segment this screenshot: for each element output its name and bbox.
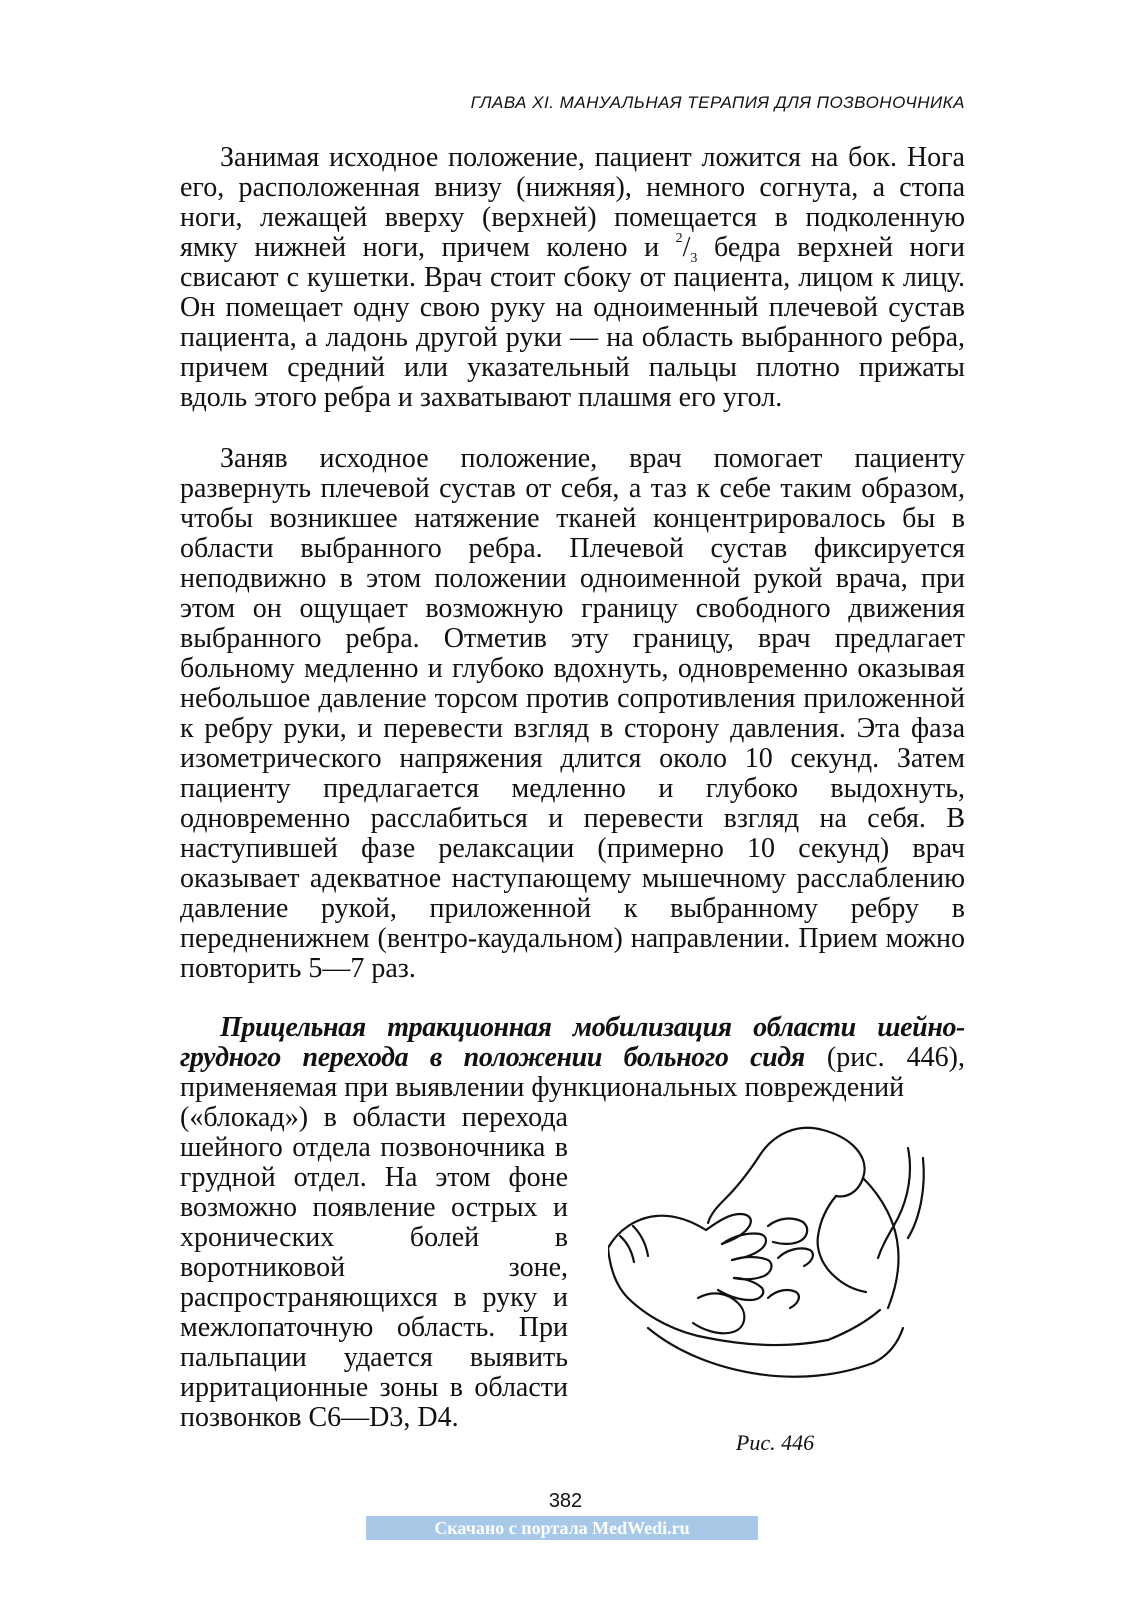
paragraph-1-text-b: бедра верхней ноги свисают с кушетки. Врач стоит сбоку от пациента, лицом к лицу. Он помещает одну свою руку на одноименный плечевой сустав пациента, а ладонь другой руки — на область выбранного ребра, причем средний или указательный пальцы плотно прижаты вдоль этого ребра и захватывают плашмя его угол. — [180, 232, 965, 413]
paragraph-3 — [180, 1013, 965, 1103]
watermark-banner: Скачано с портала MedWedi.ru — [366, 1516, 758, 1540]
paragraph-1 — [180, 143, 965, 413]
paragraph-3-text: (рис. 446), применяемая при выявлении функциональных повреждений — [180, 1042, 965, 1103]
paragraph-1-text-a: Занимая исходное положение, пациент ложится на бок. Нога его, расположенная внизу (нижняя), немного согнута, а стопа ноги, лежащей вверху (верхней) помещается в подколенную ямку нижней ноги, причем колено и — [180, 142, 965, 263]
wrap-text-column: («блокад») в области перехода шейного отдела позвоночника в грудной отдел. На этом фоне возможно появление острых и хронических болей в воротниковой зоне, распространяющихся в руку и межлопаточную область. При пальпации удается выявить ирритационные зоны в области позвонков C6—D3, D4. — [180, 1102, 568, 1433]
fraction-denominator: 3 — [690, 251, 698, 266]
running-head: ГЛАВА XI. МАНУАЛЬНАЯ ТЕРАПИЯ ДЛЯ ПОЗВОНОЧНИКА — [470, 93, 965, 112]
figure-caption: Рис. 446 — [735, 1430, 815, 1455]
technique-title: Прицельная тракционная мобилизация области шейно-грудного перехода в положении больного сидя — [180, 1012, 965, 1073]
page-number: 382 — [548, 1490, 583, 1512]
fraction-numerator: 2 — [675, 231, 683, 246]
illustration-figure-446 — [608, 1118, 938, 1388]
fraction-slash: / — [682, 232, 691, 263]
paragraph-2-text: Заняв исходное положение, врач помогает пациенту развернуть плечевой сустав от себя, а таз к себе таким образом, чтобы возникшее натяжение тканей концентрировалось бы в области выбранного ребра. Плечевой сустав фиксируется неподвижно в этом положении одноименной рукой врача, при этом он ощущает возможную границу свободного движения выбранного ребра. Отметив эту границу, врач предлагает больному медленно и глубоко вдохнуть, одновременно оказывая небольшое давление торсом против сопротивления приложенной к ребру руки, и перевести взгляд в сторону давления. Эта фаза изометрического напряжения длится около 10 секунд. Затем пациенту предлагается медленно и глубоко выдохнуть, одновременно расслабиться и перевести взгляд на себя. В наступившей фазе релаксации (примерно 10 секунд) врач оказывает адекватное наступающему мышечному расслаблению давление рукой, приложенной к выбранному ребру в передненижнем (вентро-каудальном) направлении. Прием можно повторить 5—7 раз. — [180, 443, 965, 984]
paragraph-2 — [180, 444, 965, 984]
